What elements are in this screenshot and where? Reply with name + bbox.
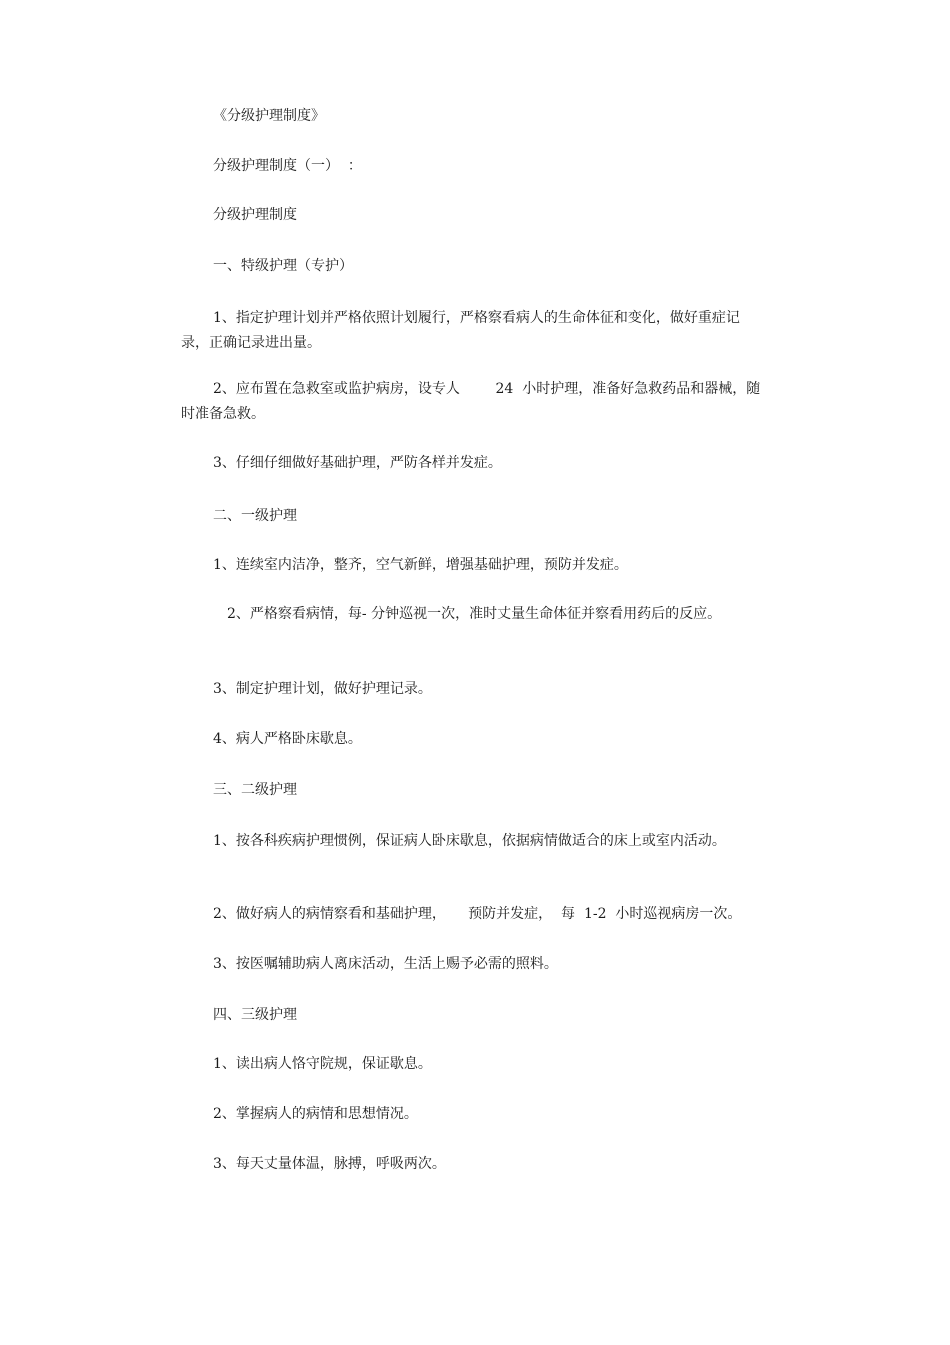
section-heading-level-one: 二、一级护理 [213, 508, 297, 524]
special-care-item-2: 2、应布置在急救室或监护病房，设专人 24 小时护理，准备好急救药品和器械，随时准备急救。 [181, 381, 761, 422]
level-three-item-2: 2、掌握病人的病情和思想情况。 [213, 1106, 418, 1122]
document-title: 《分级护理制度》 [213, 108, 325, 124]
special-care-item-3: 3、仔细仔细做好基础护理，严防各样并发症。 [213, 455, 502, 471]
level-two-item-2: 2、做好病人的病情察看和基础护理， 预防并发症， 每 1-2 小时巡视病房一次。 [213, 906, 742, 922]
special-care-item-1: 1、指定护理计划并严格依照计划履行，严格察看病人的生命体征和变化，做好重症记录，正确记录进出量。 [181, 310, 740, 351]
level-two-item-3: 3、按医嘱辅助病人离床活动，生活上赐予必需的照料。 [213, 956, 558, 972]
section-heading-special-care: 一、特级护理（专护） [213, 258, 353, 274]
level-two-item-1: 1、按各科疾病护理惯例，保证病人卧床歇息，依据病情做适合的床上或室内活动。 [213, 833, 726, 849]
level-one-item-3: 3、制定护理计划，做好护理记录。 [213, 681, 432, 697]
level-one-item-2: 2、严格察看病情，每- 分钟巡视一次，准时丈量生命体征并察看用药后的反应。 [227, 606, 722, 622]
document-subtitle: 分级护理制度（一） ： [213, 158, 362, 174]
level-one-item-4: 4、病人严格卧床歇息。 [213, 731, 362, 747]
section-heading-level-three: 四、三级护理 [213, 1007, 297, 1023]
level-one-item-1: 1、连续室内洁净，整齐，空气新鲜，增强基础护理，预防并发症。 [213, 557, 628, 573]
level-three-item-1: 1、读出病人恪守院规，保证歇息。 [213, 1056, 432, 1072]
level-three-item-3: 3、每天丈量体温，脉搏，呼吸两次。 [213, 1156, 446, 1172]
section-heading-level-two: 三、二级护理 [213, 782, 297, 798]
document-heading: 分级护理制度 [213, 207, 297, 223]
